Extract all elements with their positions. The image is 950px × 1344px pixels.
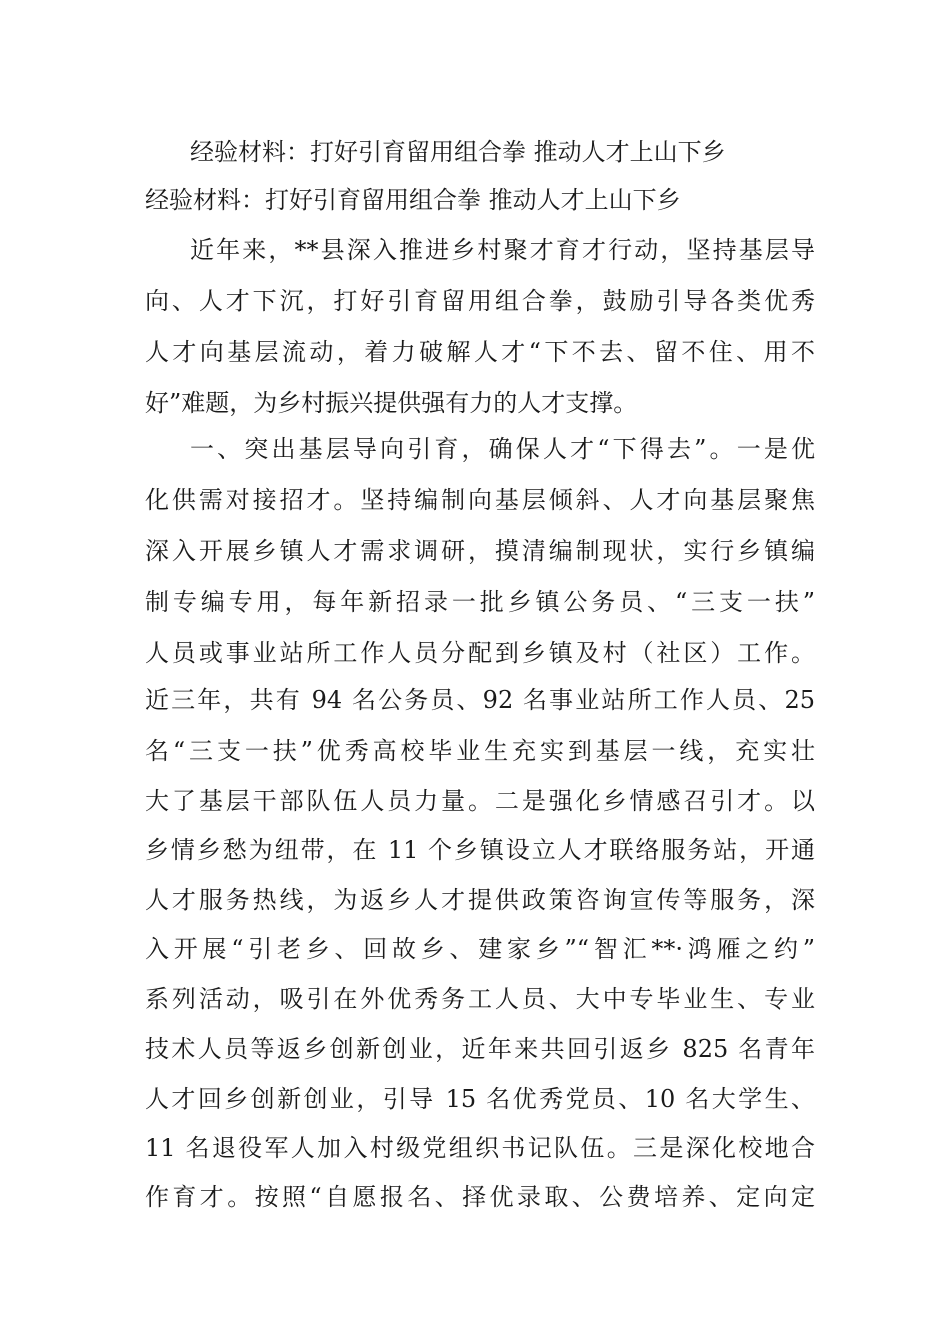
paragraph-line: 一、突出基层导向引育，确保人才“下得去”。一是优 xyxy=(190,435,815,463)
paragraph-line: 乡情乡愁为纽带，在 11 个乡镇设立人才联络服务站，开通 xyxy=(145,836,815,864)
paragraph-line: 人才向基层流动，着力破解人才“下不去、留不住、用不 xyxy=(145,338,815,366)
heading-line-2: 经验材料：打好引育留用组合拳 推动人才上山下乡 xyxy=(145,186,681,214)
paragraph-line: 系列活动，吸引在外优秀务工人员、大中专毕业生、专业 xyxy=(145,985,815,1013)
paragraph-line: 人才回乡创新创业，引导 15 名优秀党员、10 名大学生、 xyxy=(145,1085,815,1113)
paragraph-line: 深入开展乡镇人才需求调研，摸清编制现状，实行乡镇编 xyxy=(145,537,815,565)
paragraph-line: 作育才。按照“自愿报名、择优录取、公费培养、定向定 xyxy=(145,1183,815,1211)
heading-line-1: 经验材料：打好引育留用组合拳 推动人才上山下乡 xyxy=(190,138,726,166)
paragraph-line: 人才服务热线，为返乡人才提供政策咨询宣传等服务，深 xyxy=(145,886,815,914)
paragraph-line: 向、人才下沉，打好引育留用组合拳，鼓励引导各类优秀 xyxy=(145,287,815,315)
paragraph-line: 11 名退役军人加入村级党组织书记队伍。三是深化校地合 xyxy=(145,1134,815,1162)
paragraph-line: 入开展“引老乡、回故乡、建家乡”“智汇**·鸿雁之约” xyxy=(145,935,815,963)
paragraph-line: 好”难题，为乡村振兴提供强有力的人才支撑。 xyxy=(145,389,638,417)
paragraph-line: 技术人员等返乡创新创业，近年来共回引返乡 825 名青年 xyxy=(145,1035,815,1063)
paragraph-line: 大了基层干部队伍人员力量。二是强化乡情感召引才。以 xyxy=(145,787,815,815)
paragraph-line: 人员或事业站所工作人员分配到乡镇及村（社区）工作。 xyxy=(145,639,815,667)
paragraph-line: 化供需对接招才。坚持编制向基层倾斜、人才向基层聚焦 xyxy=(145,486,815,514)
paragraph-line: 近三年，共有 94 名公务员、92 名事业站所工作人员、25 xyxy=(145,686,815,714)
paragraph-line: 名“三支一扶”优秀高校毕业生充实到基层一线，充实壮 xyxy=(145,737,815,765)
paragraph-line: 制专编专用，每年新招录一批乡镇公务员、“三支一扶” xyxy=(145,588,815,616)
paragraph-line: 近年来，**县深入推进乡村聚才育才行动，坚持基层导 xyxy=(190,236,815,264)
